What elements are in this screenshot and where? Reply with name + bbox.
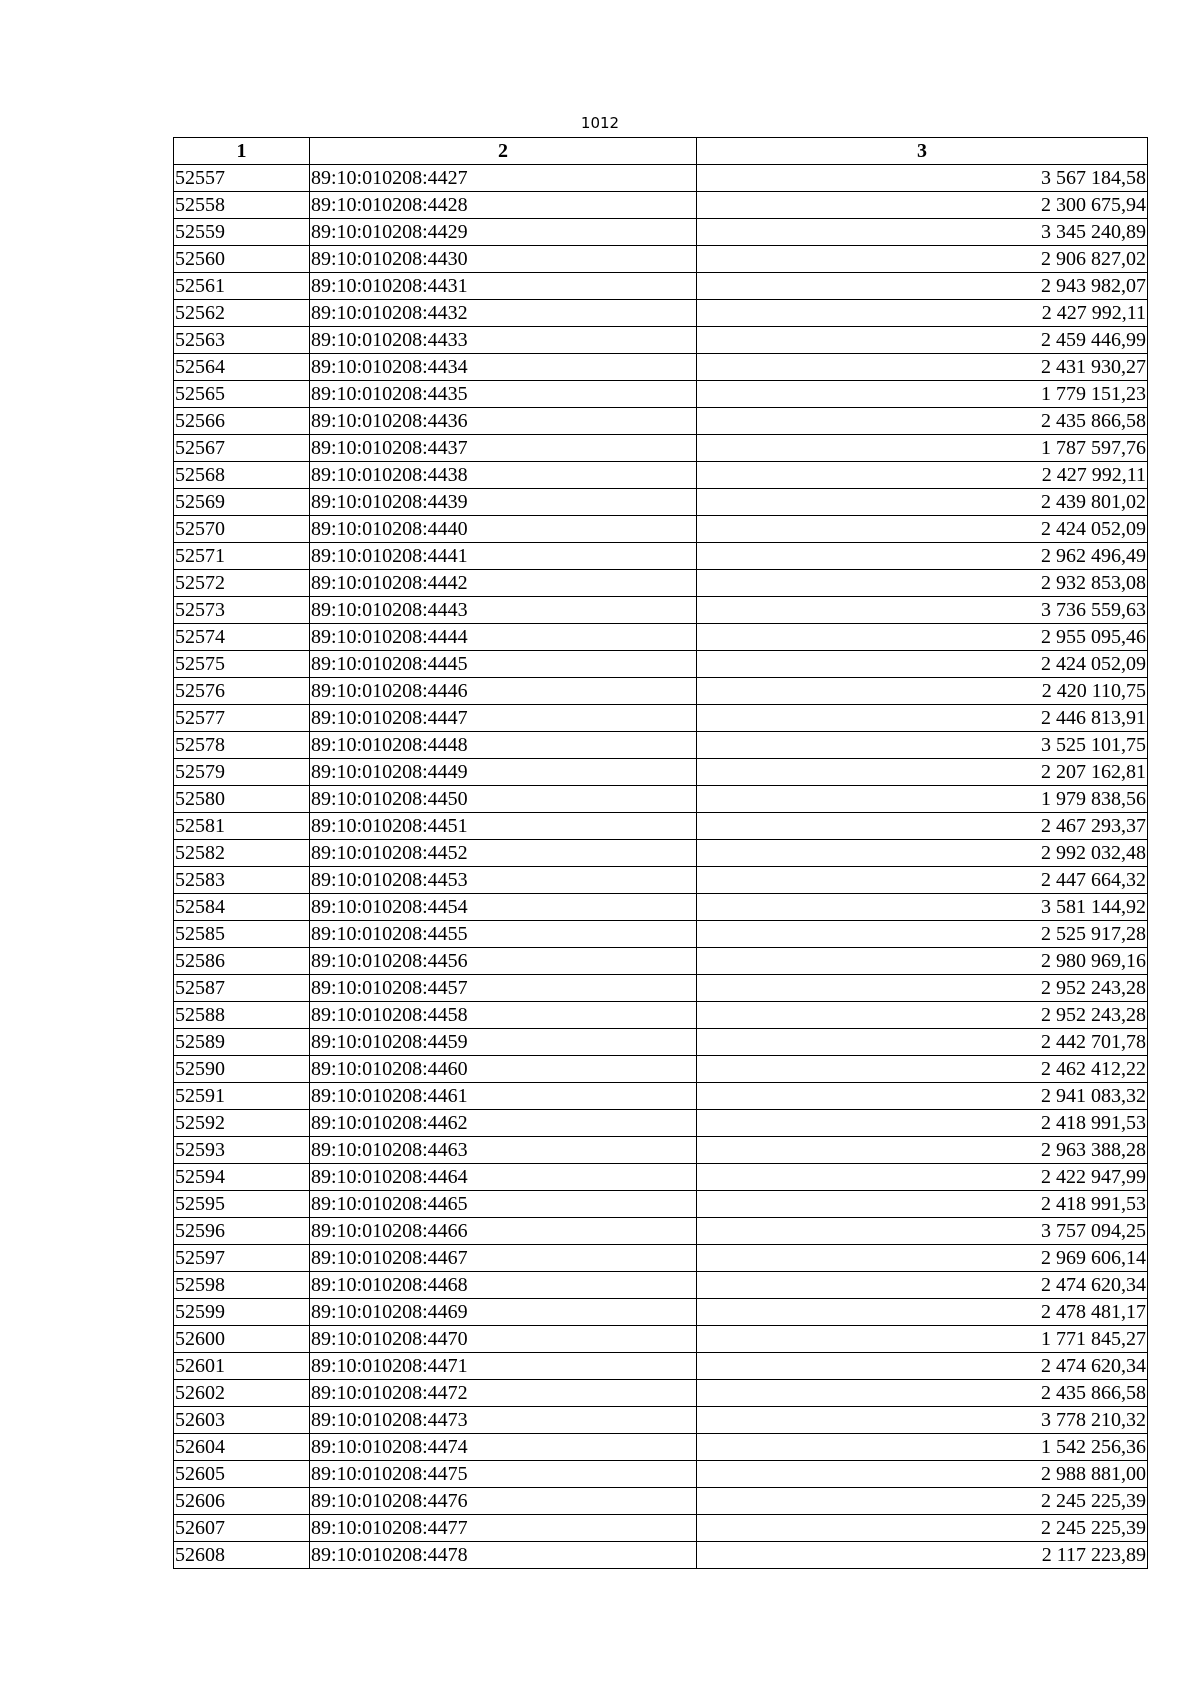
row-number-cell: 52581 — [174, 813, 310, 840]
table-row — [174, 354, 1148, 381]
row-number-cell: 52577 — [174, 705, 310, 732]
row-number-cell: 52570 — [174, 516, 310, 543]
table-row — [174, 1029, 1148, 1056]
table-row — [174, 435, 1148, 462]
cadastral-number-cell: 89:10:010208:4469 — [310, 1299, 697, 1326]
row-number-cell: 52574 — [174, 624, 310, 651]
row-number-cell: 52564 — [174, 354, 310, 381]
cadastral-value-cell: 1 787 597,76 — [697, 435, 1148, 462]
row-number-cell: 52601 — [174, 1353, 310, 1380]
row-number-cell: 52580 — [174, 786, 310, 813]
cadastral-value-cell: 2 424 052,09 — [697, 516, 1148, 543]
cadastral-number-cell: 89:10:010208:4465 — [310, 1191, 697, 1218]
table-row — [174, 786, 1148, 813]
cadastral-value-cell: 2 525 917,28 — [697, 921, 1148, 948]
table-row — [174, 462, 1148, 489]
header-row — [174, 138, 1148, 165]
row-number-cell: 52607 — [174, 1515, 310, 1542]
cadastral-number-cell: 89:10:010208:4442 — [310, 570, 697, 597]
row-number-cell: 52560 — [174, 246, 310, 273]
cadastral-value-cell: 2 439 801,02 — [697, 489, 1148, 516]
cadastral-number-cell: 89:10:010208:4475 — [310, 1461, 697, 1488]
cadastral-value-cell: 3 345 240,89 — [697, 219, 1148, 246]
cadastral-value-cell: 2 207 162,81 — [697, 759, 1148, 786]
cadastral-value-cell: 3 778 210,32 — [697, 1407, 1148, 1434]
cadastral-number-cell: 89:10:010208:4440 — [310, 516, 697, 543]
row-number-cell: 52562 — [174, 300, 310, 327]
cadastral-number-cell: 89:10:010208:4441 — [310, 543, 697, 570]
table-row — [174, 1164, 1148, 1191]
table-row — [174, 489, 1148, 516]
row-number-cell: 52565 — [174, 381, 310, 408]
row-number-cell: 52588 — [174, 1002, 310, 1029]
table-row — [174, 840, 1148, 867]
cadastral-number-cell: 89:10:010208:4443 — [310, 597, 697, 624]
cadastral-number-cell: 89:10:010208:4474 — [310, 1434, 697, 1461]
cadastral-value-cell: 1 979 838,56 — [697, 786, 1148, 813]
table-row — [174, 1515, 1148, 1542]
row-number-cell: 52563 — [174, 327, 310, 354]
cadastral-number-cell: 89:10:010208:4448 — [310, 732, 697, 759]
row-number-cell: 52573 — [174, 597, 310, 624]
row-number-cell: 52600 — [174, 1326, 310, 1353]
row-number-cell: 52595 — [174, 1191, 310, 1218]
table-body — [174, 165, 1148, 1569]
table-row — [174, 165, 1148, 192]
cadastral-value-cell: 2 427 992,11 — [697, 462, 1148, 489]
table-row — [174, 300, 1148, 327]
row-number-cell: 52566 — [174, 408, 310, 435]
cadastral-number-cell: 89:10:010208:4455 — [310, 921, 697, 948]
table-row — [174, 1110, 1148, 1137]
table-row — [174, 570, 1148, 597]
table-row — [174, 219, 1148, 246]
column-header-3: 3 — [697, 138, 1148, 165]
cadastral-number-cell: 89:10:010208:4431 — [310, 273, 697, 300]
table-row — [174, 867, 1148, 894]
cadastral-value-cell: 3 567 184,58 — [697, 165, 1148, 192]
cadastral-value-cell: 2 941 083,32 — [697, 1083, 1148, 1110]
table-row — [174, 1002, 1148, 1029]
column-header-1: 1 — [174, 138, 310, 165]
cadastral-value-cell: 2 980 969,16 — [697, 948, 1148, 975]
cadastral-number-cell: 89:10:010208:4450 — [310, 786, 697, 813]
row-number-cell: 52576 — [174, 678, 310, 705]
cadastral-value-cell: 3 736 559,63 — [697, 597, 1148, 624]
cadastral-number-cell: 89:10:010208:4428 — [310, 192, 697, 219]
cadastral-value-cell: 2 932 853,08 — [697, 570, 1148, 597]
table-row — [174, 624, 1148, 651]
cadastral-value-cell: 2 435 866,58 — [697, 1380, 1148, 1407]
cadastral-value-cell: 1 779 151,23 — [697, 381, 1148, 408]
cadastral-value-cell: 3 757 094,25 — [697, 1218, 1148, 1245]
cadastral-number-cell: 89:10:010208:4476 — [310, 1488, 697, 1515]
table-row — [174, 1218, 1148, 1245]
cadastral-number-cell: 89:10:010208:4471 — [310, 1353, 697, 1380]
cadastral-value-cell: 1 542 256,36 — [697, 1434, 1148, 1461]
cadastral-number-cell: 89:10:010208:4473 — [310, 1407, 697, 1434]
column-header-2: 2 — [310, 138, 697, 165]
cadastral-value-cell: 2 467 293,37 — [697, 813, 1148, 840]
table-row — [174, 894, 1148, 921]
cadastral-number-cell: 89:10:010208:4478 — [310, 1542, 697, 1569]
row-number-cell: 52606 — [174, 1488, 310, 1515]
table-row — [174, 408, 1148, 435]
cadastral-value-cell: 2 943 982,07 — [697, 273, 1148, 300]
cadastral-number-cell: 89:10:010208:4438 — [310, 462, 697, 489]
table-row — [174, 1353, 1148, 1380]
cadastral-number-cell: 89:10:010208:4460 — [310, 1056, 697, 1083]
cadastral-number-cell: 89:10:010208:4432 — [310, 300, 697, 327]
cadastral-number-cell: 89:10:010208:4462 — [310, 1110, 697, 1137]
cadastral-number-cell: 89:10:010208:4461 — [310, 1083, 697, 1110]
cadastral-number-cell: 89:10:010208:4454 — [310, 894, 697, 921]
cadastral-value-cell: 2 435 866,58 — [697, 408, 1148, 435]
table-row — [174, 1299, 1148, 1326]
row-number-cell: 52584 — [174, 894, 310, 921]
table-row — [174, 1083, 1148, 1110]
cadastral-value-cell: 2 442 701,78 — [697, 1029, 1148, 1056]
cadastral-value-cell: 2 462 412,22 — [697, 1056, 1148, 1083]
cadastral-number-cell: 89:10:010208:4466 — [310, 1218, 697, 1245]
row-number-cell: 52593 — [174, 1137, 310, 1164]
cadastral-number-cell: 89:10:010208:4434 — [310, 354, 697, 381]
row-number-cell: 52599 — [174, 1299, 310, 1326]
row-number-cell: 52569 — [174, 489, 310, 516]
cadastral-number-cell: 89:10:010208:4456 — [310, 948, 697, 975]
cadastral-value-cell: 2 424 052,09 — [697, 651, 1148, 678]
cadastral-number-cell: 89:10:010208:4429 — [310, 219, 697, 246]
cadastral-value-cell: 2 474 620,34 — [697, 1272, 1148, 1299]
cadastral-value-cell: 2 418 991,53 — [697, 1191, 1148, 1218]
cadastral-value-cell: 2 988 881,00 — [697, 1461, 1148, 1488]
row-number-cell: 52587 — [174, 975, 310, 1002]
row-number-cell: 52604 — [174, 1434, 310, 1461]
table-row — [174, 651, 1148, 678]
cadastral-value-cell: 2 300 675,94 — [697, 192, 1148, 219]
page-number: 1012 — [580, 114, 620, 132]
row-number-cell: 52591 — [174, 1083, 310, 1110]
row-number-cell: 52572 — [174, 570, 310, 597]
row-number-cell: 52557 — [174, 165, 310, 192]
cadastral-number-cell: 89:10:010208:4433 — [310, 327, 697, 354]
cadastral-number-cell: 89:10:010208:4457 — [310, 975, 697, 1002]
table-row — [174, 705, 1148, 732]
row-number-cell: 52567 — [174, 435, 310, 462]
table-row — [174, 543, 1148, 570]
cadastral-value-cell: 3 581 144,92 — [697, 894, 1148, 921]
cadastral-value-cell: 2 418 991,53 — [697, 1110, 1148, 1137]
cadastral-value-cell: 2 992 032,48 — [697, 840, 1148, 867]
cadastral-number-cell: 89:10:010208:4451 — [310, 813, 697, 840]
table-row — [174, 1461, 1148, 1488]
row-number-cell: 52605 — [174, 1461, 310, 1488]
cadastral-number-cell: 89:10:010208:4436 — [310, 408, 697, 435]
row-number-cell: 52571 — [174, 543, 310, 570]
cadastral-number-cell: 89:10:010208:4463 — [310, 1137, 697, 1164]
cadastral-value-cell: 2 478 481,17 — [697, 1299, 1148, 1326]
cadastral-value-cell: 2 245 225,39 — [697, 1488, 1148, 1515]
cadastral-number-cell: 89:10:010208:4444 — [310, 624, 697, 651]
table-row — [174, 1191, 1148, 1218]
table-row — [174, 759, 1148, 786]
row-number-cell: 52598 — [174, 1272, 310, 1299]
row-number-cell: 52589 — [174, 1029, 310, 1056]
row-number-cell: 52603 — [174, 1407, 310, 1434]
row-number-cell: 52578 — [174, 732, 310, 759]
row-number-cell: 52608 — [174, 1542, 310, 1569]
row-number-cell: 52558 — [174, 192, 310, 219]
table-row — [174, 1272, 1148, 1299]
table-row — [174, 921, 1148, 948]
table-header — [174, 138, 1148, 165]
cadastral-value-cell: 2 245 225,39 — [697, 1515, 1148, 1542]
cadastral-value-table — [173, 137, 1148, 1569]
table-row — [174, 246, 1148, 273]
cadastral-number-cell: 89:10:010208:4427 — [310, 165, 697, 192]
row-number-cell: 52585 — [174, 921, 310, 948]
row-number-cell: 52575 — [174, 651, 310, 678]
table-row — [174, 327, 1148, 354]
cadastral-number-cell: 89:10:010208:4446 — [310, 678, 697, 705]
row-number-cell: 52590 — [174, 1056, 310, 1083]
table-row — [174, 192, 1148, 219]
table-row — [174, 1407, 1148, 1434]
table-row — [174, 1245, 1148, 1272]
cadastral-number-cell: 89:10:010208:4459 — [310, 1029, 697, 1056]
table-row — [174, 678, 1148, 705]
cadastral-number-cell: 89:10:010208:4470 — [310, 1326, 697, 1353]
cadastral-value-cell: 2 906 827,02 — [697, 246, 1148, 273]
table-row — [174, 975, 1148, 1002]
table-row — [174, 516, 1148, 543]
table-row — [174, 1380, 1148, 1407]
cadastral-number-cell: 89:10:010208:4439 — [310, 489, 697, 516]
cadastral-value-cell: 2 422 947,99 — [697, 1164, 1148, 1191]
table-row — [174, 732, 1148, 759]
cadastral-value-cell: 2 431 930,27 — [697, 354, 1148, 381]
row-number-cell: 52594 — [174, 1164, 310, 1191]
table-row — [174, 1488, 1148, 1515]
cadastral-number-cell: 89:10:010208:4468 — [310, 1272, 697, 1299]
row-number-cell: 52586 — [174, 948, 310, 975]
cadastral-value-cell: 2 420 110,75 — [697, 678, 1148, 705]
cadastral-number-cell: 89:10:010208:4464 — [310, 1164, 697, 1191]
cadastral-number-cell: 89:10:010208:4467 — [310, 1245, 697, 1272]
cadastral-number-cell: 89:10:010208:4453 — [310, 867, 697, 894]
cadastral-value-cell: 2 969 606,14 — [697, 1245, 1148, 1272]
table-row — [174, 1542, 1148, 1569]
cadastral-value-cell: 3 525 101,75 — [697, 732, 1148, 759]
cadastral-value-cell: 2 447 664,32 — [697, 867, 1148, 894]
cadastral-number-cell: 89:10:010208:4430 — [310, 246, 697, 273]
cadastral-value-cell: 2 963 388,28 — [697, 1137, 1148, 1164]
row-number-cell: 52561 — [174, 273, 310, 300]
table-row — [174, 1056, 1148, 1083]
row-number-cell: 52582 — [174, 840, 310, 867]
row-number-cell: 52583 — [174, 867, 310, 894]
cadastral-value-cell: 2 955 095,46 — [697, 624, 1148, 651]
cadastral-value-cell: 2 952 243,28 — [697, 1002, 1148, 1029]
table-row — [174, 813, 1148, 840]
table-row — [174, 597, 1148, 624]
row-number-cell: 52592 — [174, 1110, 310, 1137]
cadastral-value-cell: 1 771 845,27 — [697, 1326, 1148, 1353]
cadastral-value-cell: 2 962 496,49 — [697, 543, 1148, 570]
table-row — [174, 381, 1148, 408]
table-row — [174, 948, 1148, 975]
cadastral-number-cell: 89:10:010208:4452 — [310, 840, 697, 867]
row-number-cell: 52597 — [174, 1245, 310, 1272]
cadastral-number-cell: 89:10:010208:4445 — [310, 651, 697, 678]
table-row — [174, 1137, 1148, 1164]
table-row — [174, 1434, 1148, 1461]
row-number-cell: 52559 — [174, 219, 310, 246]
cadastral-value-cell: 2 952 243,28 — [697, 975, 1148, 1002]
cadastral-number-cell: 89:10:010208:4472 — [310, 1380, 697, 1407]
cadastral-number-cell: 89:10:010208:4449 — [310, 759, 697, 786]
cadastral-value-cell: 2 427 992,11 — [697, 300, 1148, 327]
row-number-cell: 52596 — [174, 1218, 310, 1245]
row-number-cell: 52579 — [174, 759, 310, 786]
table-row — [174, 273, 1148, 300]
cadastral-number-cell: 89:10:010208:4458 — [310, 1002, 697, 1029]
cadastral-value-cell: 2 474 620,34 — [697, 1353, 1148, 1380]
cadastral-number-cell: 89:10:010208:4477 — [310, 1515, 697, 1542]
row-number-cell: 52568 — [174, 462, 310, 489]
cadastral-number-cell: 89:10:010208:4435 — [310, 381, 697, 408]
cadastral-value-cell: 2 117 223,89 — [697, 1542, 1148, 1569]
table-row — [174, 1326, 1148, 1353]
cadastral-number-cell: 89:10:010208:4437 — [310, 435, 697, 462]
cadastral-number-cell: 89:10:010208:4447 — [310, 705, 697, 732]
cadastral-value-cell: 2 446 813,91 — [697, 705, 1148, 732]
cadastral-value-cell: 2 459 446,99 — [697, 327, 1148, 354]
row-number-cell: 52602 — [174, 1380, 310, 1407]
